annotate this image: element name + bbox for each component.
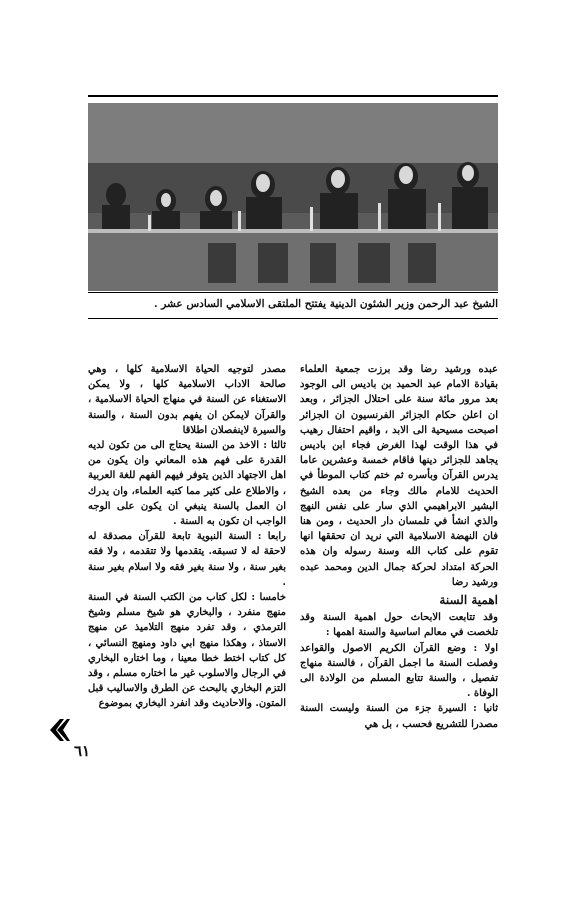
paragraph: اولا : وضع القرآن الكريم الاصول والقواعد وفصلت السنة ما اجمل القرآن ، فالسنة منهاج تفصيل ، والسنة تتابع المسلم من الولادة الى الوفاة . xyxy=(300,642,498,700)
caption-rule xyxy=(88,318,498,319)
paragraph: مصدر لتوجيه الحياة الاسلامية كلها ، وهي صالحة الاداب الاسلامية كلها ، ولا يمكن الاستغناء عن السنة في منهاج الحياة الاسلامية ، والقرآن لايمكن ان يفهم بدون السنة ، والسنة والسيرة لاينفصلان اطلاقا xyxy=(88,364,286,436)
section-heading: اهمية السنة xyxy=(439,593,498,608)
paragraph: وقد تتابعت الابحاث حول اهمية السنة وقد تلخصت في معالم اساسية والسنة اهمها : xyxy=(300,612,498,639)
conference-photo xyxy=(88,103,498,291)
article-column-left xyxy=(88,362,286,712)
paragraph: عبده ورشيد رضا وقد برزت جمعية العلماء بقيادة الامام عبد الحميد بن باديس الى الوجود بعد مرور مائة سنة على احتلال الجزائر ، وبعد ان اعلن حكام الجزائر الفرنسيون ان الجزائر اصبحت مسيحية الى الابد ، واقيم احتفال رهيب في هذا الوقت لهذا الغرض فجاء ابن باديس يجاهد للجزائر دينها فاقام خمسة وعشرين عاما يدرس القرآن وبأسره ثم ختم كتاب الموطأ في الحديث للامام مالك وجاء من بعده الشيخ البشير الابراهيمي الذي سار على نفس النهج والذي انشأ في تلمسان دار الحديث ، ومن هنا فان النهضة الاسلامية التي نريد ان تحققها انها تقوم على كتاب الله وسنة رسوله وان هذه الحركة امتداد لحركة جمال الدين ومحمد عبده ورشيد رضا xyxy=(300,364,498,588)
photo-caption: الشيخ عبد الرحمن وزير الشئون الدينية يفتتح الملتقى الاسلامي السادس عشر . xyxy=(153,298,498,310)
article-column-right xyxy=(300,362,498,732)
paragraph: خامسا : لكل كتاب من الكتب السنة في السنة منهج منفرد ، والبخاري هو شيخ مسلم وشيخ الترمذي ، وقد تفرد منهج التلاميذ عن منهج الاستاذ ، وهكذا منهج ابي داود ومنهج النسائي ، كل كتاب اختط خطا معينا ، وما اختاره البخاري في الرجال والاسلوب غير ما اختاره مسلم ، وقد التزم البخاري بالبحث عن الطرق والاساليب قبل المتون. والاحاديث وقد انفرد البخاري بموضوع xyxy=(88,592,286,710)
paragraph: ثانيا : السيرة جزء من السنة وليست السنة مصدرا للتشريع فحسب ، بل هي xyxy=(300,703,498,730)
page-number: ٦١ xyxy=(74,742,91,760)
top-rule xyxy=(88,95,498,97)
photo-bottom-rule xyxy=(88,292,498,293)
continue-arrow-icon xyxy=(50,719,70,741)
paragraph: رابعا : السنة النبوية تابعة للقرآن مصدقة له لاحقة له لا تسبقه. يتقدمها ولا تتقدمه ، ولا فقه بغير سنة ، ولا سنة بغير فقه ولا اسلام بغير سنة . xyxy=(88,531,286,588)
paragraph: ثالثا : الاخذ من السنة يحتاج الى من تكون لديه القدرة على فهم هذه المعاني وان يكون من اهل الاجتهاد الذين يتوفر فيهم الفهم للغة العربية ، والاطلاع على كثير مما كتبه العلماء، وان يدرك ان العمل بالسنة ينبغي ان يكون على الوجه الواجب ان تكون به السنة . xyxy=(88,440,286,528)
